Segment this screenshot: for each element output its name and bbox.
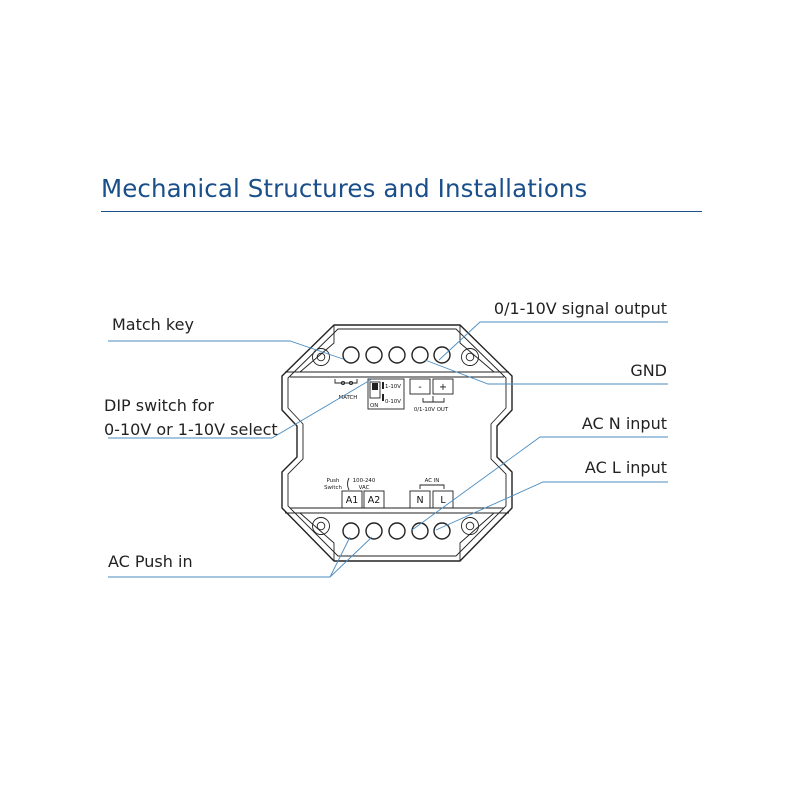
dip-indicator [382,394,384,401]
dip-option-top: 1-10V [385,384,401,390]
output-plus-label: + [439,382,447,393]
terminal-n-label: N [416,495,424,506]
label-dip-switch-line1: DIP switch for [104,396,214,415]
label-ac-n-input: AC N input [581,414,667,433]
top-chamfer-right [460,325,494,372]
output-bracket [423,396,444,402]
ac-l-terminal-screw [434,523,450,539]
label-ac-push-in: AC Push in [108,552,193,571]
ac-in-bracket [420,485,444,489]
dip-option-bottom: 0-10V [385,399,401,405]
vac-label-line2: VAC [358,485,370,491]
terminal-l-label: L [440,495,446,506]
label-match-key: Match key [112,315,194,334]
output-minus-label: - [418,382,422,393]
label-signal-output: 0/1-10V signal output [493,299,667,318]
leader-ac-l-input [436,482,668,530]
mounting-hole [313,349,330,366]
page-title: Mechanical Structures and Installations [101,174,588,203]
push-label-line1: Push [326,478,340,484]
match-key-button[interactable] [343,347,359,363]
dip-switch-toggle[interactable] [372,383,378,390]
vac-label-line1: 100-240 [352,478,376,484]
signal-output-terminal-screw [434,347,450,363]
top-terminal-screw [366,347,382,363]
device-body [282,325,512,561]
dip-indicator [382,382,384,389]
push-a2-terminal-screw [366,523,382,539]
mounting-hole [462,518,479,535]
ac-n-terminal-screw [412,523,428,539]
dip-on-label: ON [370,403,379,409]
match-label: MATCH [338,395,358,401]
top-terminal-screw [389,347,405,363]
output-label: 0/1-10V OUT [413,407,449,413]
top-terminal-rail [285,372,509,377]
terminal-a2-label: A2 [367,495,381,506]
match-key-bracket [335,379,357,383]
push-label-line2: Switch [324,485,342,491]
ac-in-label: AC IN [424,478,440,484]
label-ac-l-input: AC L input [584,458,667,477]
push-brace [348,478,350,490]
label-gnd: GND [630,361,667,380]
bottom-terminal-screw [389,523,405,539]
bottom-chamfer-right [460,513,494,561]
label-dip-switch-line2: 0-10V or 1-10V select [104,420,278,439]
bottom-chamfer-left [300,513,334,561]
terminal-a1-label: A1 [345,495,359,506]
push-a1-terminal-screw [343,523,359,539]
